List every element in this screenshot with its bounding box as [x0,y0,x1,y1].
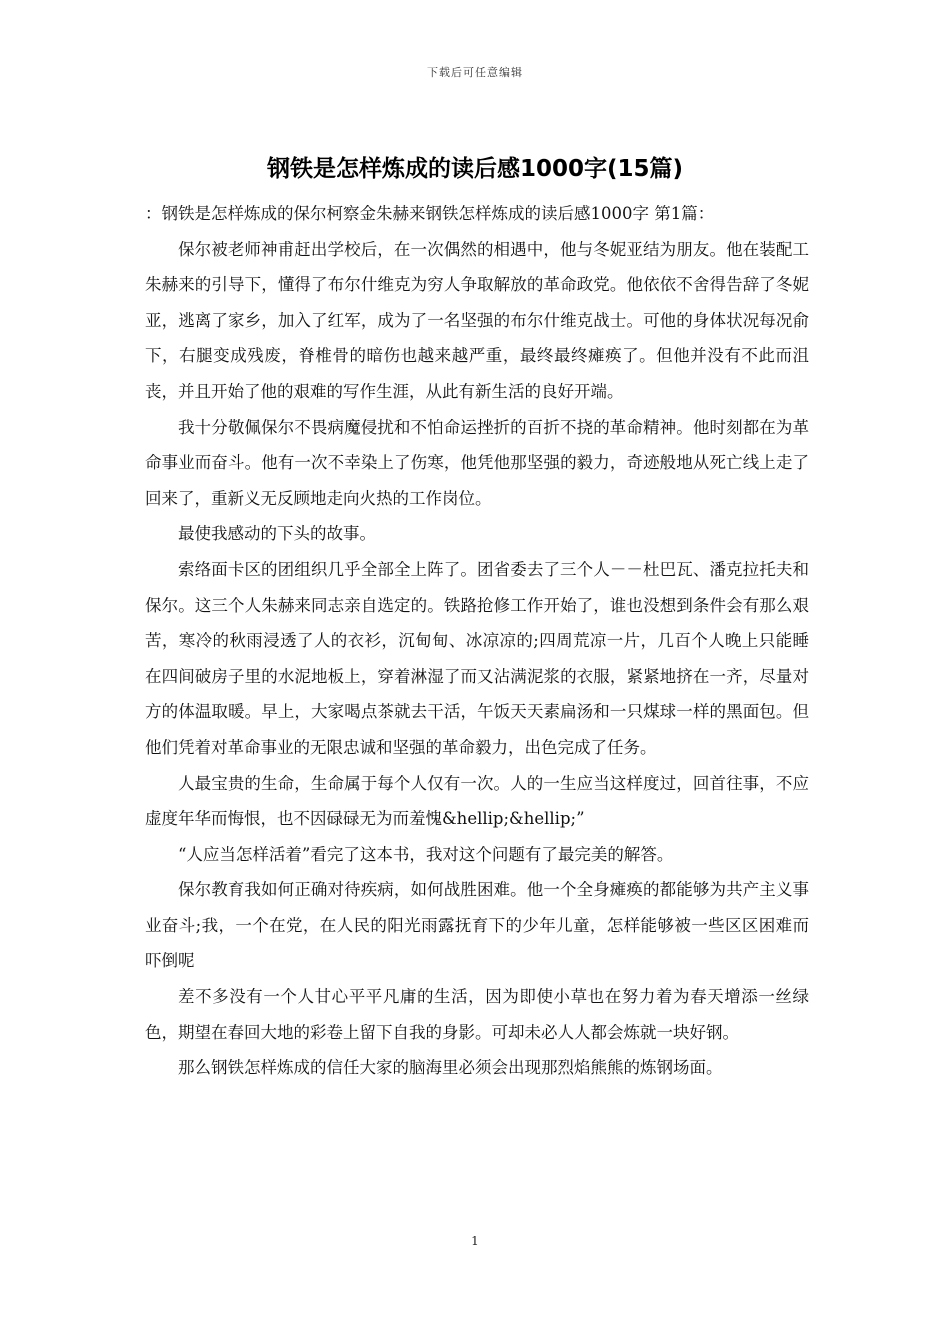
paragraph-7: 保尔教育我如何正确对待疾病，如何战胜困难。他一个全身瘫痪的都能够为共产主义事业奋斗;我，一个在党，在人民的阳光雨露抚育下的少年儿童，怎样能够被一些区区困难而吓倒呢 [145,880,809,971]
page-header-note: 下载后可任意编辑 [427,66,523,79]
intro-line: ：钢铁是怎样炼成的保尔柯察金朱赫来钢铁怎样炼成的读后感1000字 第1篇： [145,204,715,223]
paragraph-4: 索络面卡区的团组织几乎全部全上阵了。团省委去了三个人－－杜巴瓦、潘克拉托夫和保尔。这三个人朱赫来同志亲自选定的。铁路抢修工作开始了，谁也没想到条件会有那么艰苦，寒冷的秋雨浸透了人的衣衫，沉甸甸、冰凉凉的;四周荒凉一片，几百个人晚上只能睡在四间破房子里的水泥地板上，穿着淋湿了而又沾满泥浆的衣服，紧紧地挤在一齐，尽量对方的体温取暖。早上，大家喝点茶就去干活，午饭天天素扁汤和一只煤球一样的黑面包。但他们凭着对革命事业的无限忠诚和坚强的革命毅力，出色完成了任务。 [145,559,809,757]
paragraph-8: 差不多没有一个人甘心平平凡庸的生活，因为即使小草也在努力着为春天增添一丝绿色，期望在春回大地的彩卷上留下自我的身影。可却未必人人都会炼就一块好钢。 [145,987,809,1042]
paragraph-5: 人最宝贵的生命，生命属于每个人仅有一次。人的一生应当这样度过，回首往事，不应虚度年华而悔恨，也不因碌碌无为而羞愧&hellip;&hellip;” [145,773,809,829]
paragraph-2: 我十分敬佩保尔不畏病魔侵扰和不怕命运挫折的百折不挠的革命精神。他时刻都在为革命事业而奋斗。他有一次不幸染上了伤寒，他凭他那坚强的毅力，奇迹般地从死亡线上走了回来了，重新义无反顾地走向火热的工作岗位。 [145,417,809,508]
document-title: 钢铁是怎样炼成的读后感1000字(15篇) [266,156,684,182]
paragraph-1: 保尔被老师神甫赶出学校后，在一次偶然的相遇中，他与冬妮亚结为朋友。他在装配工朱赫来的引导下，懂得了布尔什维克为穷人争取解放的革命政党。他依依不舍得告辞了冬妮亚，逃离了家乡，加入了红军，成为了一名坚强的布尔什维克战士。可他的身体状况每况俞下，右腿变成残废，脊椎骨的暗伤也越来越严重，最终最终瘫痪了。但他并没有不此而沮丧，并且开始了他的艰难的写作生涯，从此有新生活的良好开端。 [145,239,809,401]
paragraph-6: “人应当怎样活着”看完了这本书，我对这个问题有了最完美的解答。 [178,844,674,864]
document-body [145,196,809,1086]
page-number: 1 [471,1234,479,1248]
paragraph-3: 最使我感动的下头的故事。 [178,524,376,544]
paragraph-9: 那么钢铁怎样炼成的信任大家的脑海里必须会出现那烈焰熊熊的炼钢场面。 [178,1058,723,1078]
